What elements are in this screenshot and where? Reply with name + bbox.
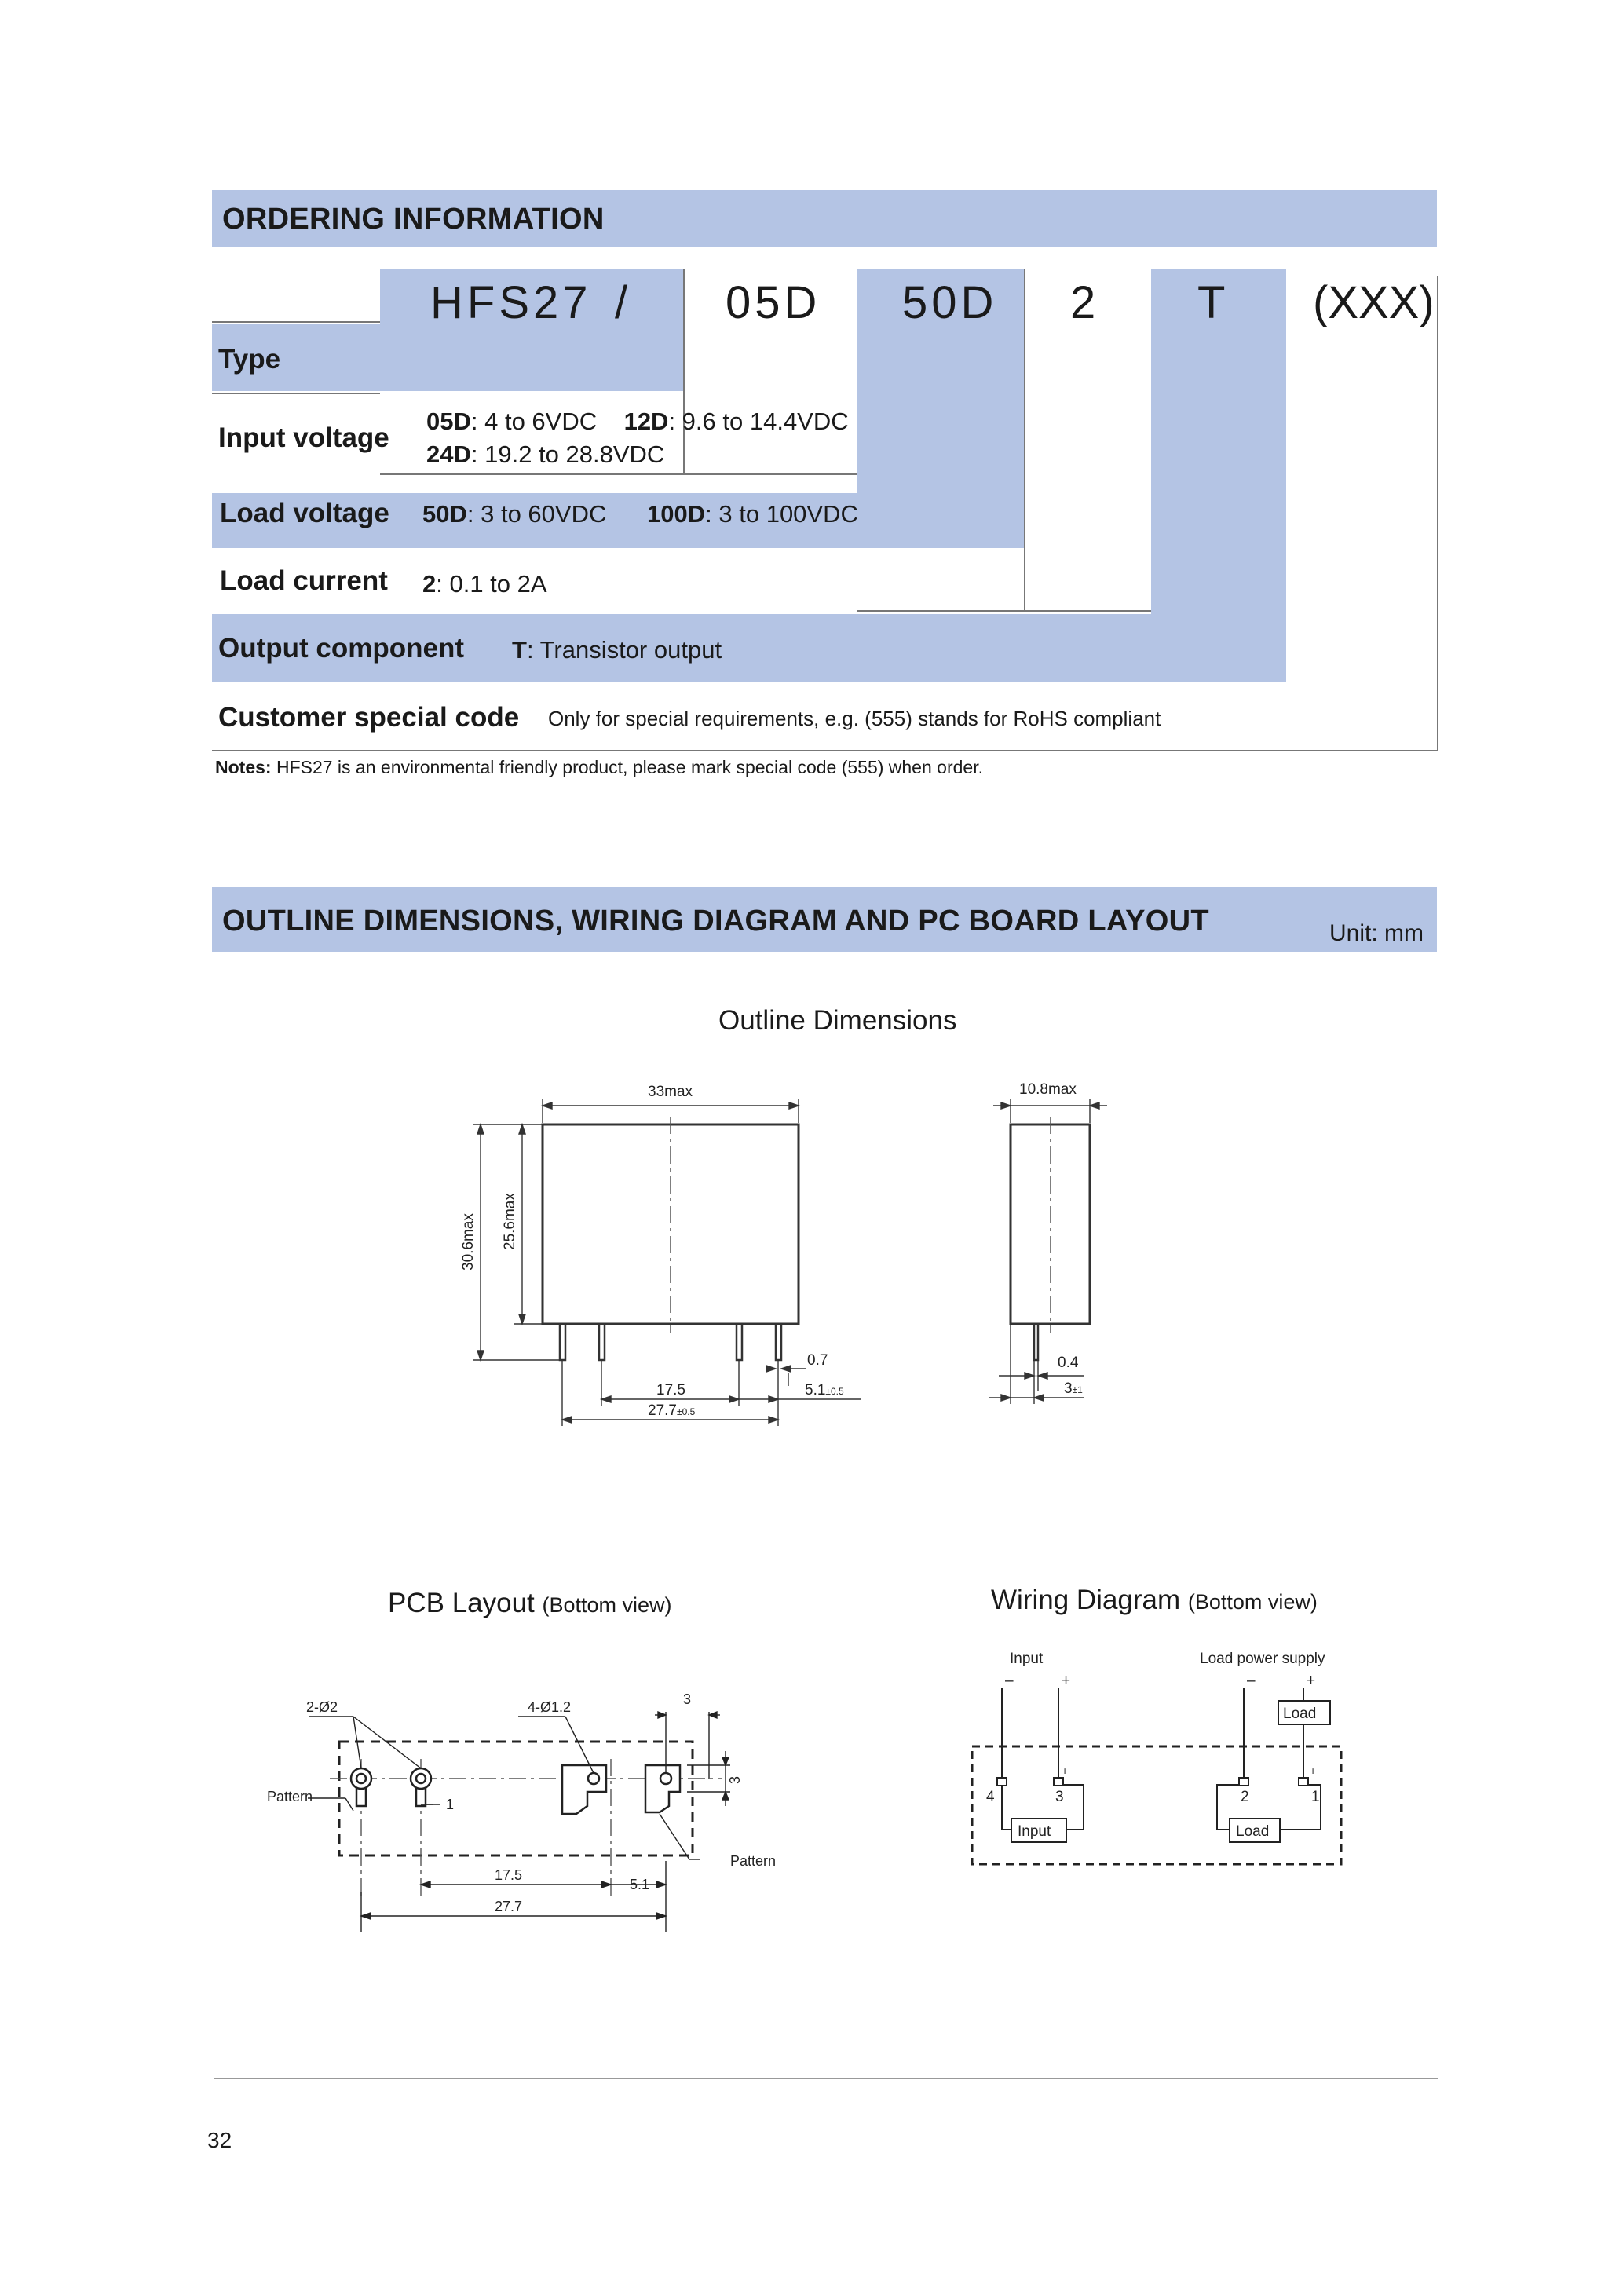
pcb-dim-3-top: 3 [683, 1691, 692, 1707]
code-series: HFS27 [430, 277, 592, 328]
wiring-pin-4: 4 [986, 1789, 995, 1805]
page-number: 32 [207, 2128, 232, 2152]
line [212, 750, 1438, 751]
wiring-load-box-label: Load [1236, 1823, 1270, 1840]
relay-pin [776, 1324, 781, 1360]
code-special: (XXX) [1313, 277, 1435, 328]
unit-label: Unit: mm [1329, 920, 1424, 946]
wiring-pin [1239, 1778, 1248, 1786]
load-current-values: 2: 0.1 to 2A [422, 570, 547, 598]
relay-pin [737, 1324, 742, 1360]
type-band [212, 324, 683, 391]
dim-depth: 10.8max [1019, 1081, 1077, 1098]
pcb-layout-title: PCB Layout (Bottom view) [388, 1588, 672, 1618]
code-slash: / [615, 277, 632, 328]
dim-height-total: 30.6max [460, 1213, 477, 1270]
wiring-pin [997, 1778, 1007, 1786]
pcb-hole [660, 1773, 671, 1784]
wiring-pin-3: 3 [1055, 1789, 1064, 1805]
wiring-input-box-label: Input [1018, 1823, 1051, 1840]
wiring-pin-2: 2 [1241, 1789, 1249, 1805]
label-load-voltage: Load voltage [220, 498, 389, 528]
wiring-diagram-drawing [958, 1641, 1366, 1877]
wiring-pin [1299, 1778, 1308, 1786]
line [212, 393, 380, 394]
code-output: T [1197, 277, 1230, 328]
pcb-dim-51: 5.1 [630, 1877, 650, 1892]
pcb-dim-175: 17.5 [495, 1867, 523, 1883]
pcb-dim-1: 1 [446, 1797, 455, 1812]
code-input: 05D [726, 277, 821, 328]
pcb-dim-277: 27.7 [495, 1899, 523, 1914]
output-component-values: T: Transistor output [512, 636, 722, 664]
dim-pitch-total: 27.7±0.5 [648, 1402, 696, 1419]
wiring-load-supply-box-label: Load [1283, 1706, 1317, 1722]
wiring-pin [1054, 1778, 1063, 1786]
dim-pitch-b: 5.1±0.5 [805, 1382, 844, 1398]
relay-pin-side [1034, 1324, 1038, 1360]
wiring-input-label: Input [1010, 1651, 1044, 1667]
line [683, 269, 685, 474]
outline-title: OUTLINE DIMENSIONS, WIRING DIAGRAM AND PC BOARD LAYOUT [222, 905, 1209, 938]
label-load-current: Load current [220, 565, 388, 596]
code-load-voltage: 50D [902, 277, 998, 328]
wiring-supply-plus: + [1307, 1673, 1316, 1689]
outline-dimensions-title: Outline Dimensions [718, 1005, 957, 1036]
pcb-pattern-left: Pattern [267, 1789, 313, 1804]
wiring-load-supply-label: Load power supply [1200, 1651, 1325, 1667]
footer-rule [214, 2078, 1438, 2079]
load-voltage-values: 50D: 3 to 60VDC 100D: 3 to 100VDC [422, 500, 858, 528]
ordering-notes: Notes: HFS27 is an environmental friendly product, please mark special code (555) when order. [215, 757, 983, 777]
wiring-diagram-title: Wiring Diagram (Bottom view) [991, 1585, 1318, 1615]
wiring-input-minus: – [1005, 1673, 1014, 1689]
dim-width: 33max [648, 1084, 693, 1100]
ordering-title: ORDERING INFORMATION [222, 203, 605, 236]
pcb-dim-3-side: 3 [727, 1775, 743, 1784]
dim-pitch-a: 17.5 [656, 1382, 685, 1398]
input-voltage-line1: 05D: 4 to 6VDC 12D: 9.6 to 14.4VDC [426, 408, 849, 435]
wiring-plus-pin3: + [1062, 1764, 1069, 1777]
dim-pin-offset: 3±1 [1064, 1380, 1083, 1397]
pcb-pad [562, 1765, 606, 1814]
wiring-plus-pin1: + [1310, 1764, 1317, 1777]
outline-dimensions-drawing [440, 1068, 1131, 1429]
line [1437, 276, 1438, 751]
code-load-current: 2 [1070, 277, 1100, 328]
line [212, 321, 380, 323]
line [380, 473, 857, 475]
input-voltage-line2: 24D: 19.2 to 28.8VDC [426, 441, 665, 468]
wiring-input-plus: + [1062, 1673, 1071, 1689]
dim-pin-thickness: 0.4 [1058, 1355, 1079, 1371]
dim-height-body: 25.6max [502, 1193, 518, 1250]
label-type: Type [218, 344, 281, 375]
pcb-hole-b: 4-Ø1.2 [528, 1699, 572, 1715]
pcb-outline [339, 1742, 693, 1855]
label-output-component: Output component [218, 633, 465, 664]
wiring-pin-1: 1 [1311, 1789, 1320, 1805]
relay-pin [599, 1324, 605, 1360]
pcb-hole-a: 2-Ø2 [306, 1699, 338, 1715]
pcb-hole [588, 1773, 599, 1784]
pcb-pad [645, 1765, 680, 1812]
label-customer-code: Customer special code [218, 702, 520, 733]
customer-code-text: Only for special requirements, e.g. (555) stands for RoHS compliant [548, 707, 1161, 730]
pcb-layout-drawing [259, 1688, 809, 1947]
wiring-outline [972, 1746, 1341, 1864]
line [1024, 269, 1025, 611]
label-input-voltage: Input voltage [218, 422, 389, 453]
dim-pin-width: 0.7 [807, 1352, 828, 1369]
relay-pin [560, 1324, 565, 1360]
line [857, 610, 1151, 612]
wiring-supply-minus: – [1247, 1673, 1256, 1689]
pcb-pattern-right: Pattern [730, 1853, 777, 1869]
